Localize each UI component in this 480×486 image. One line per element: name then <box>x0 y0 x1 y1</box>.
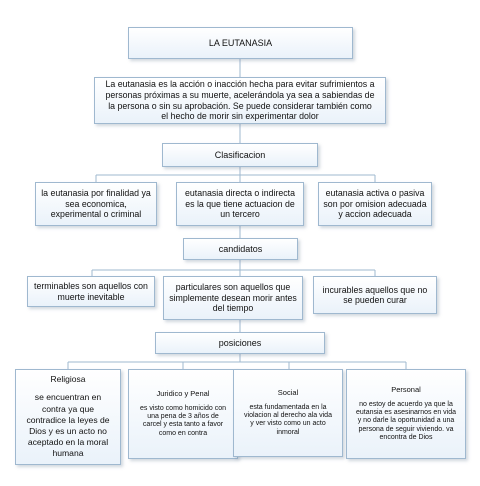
posicion-title: Religiosa <box>50 374 86 385</box>
posicion-body: es visto como homicido con una pena de 3 años de carcel y esta tanto a favor como en contra <box>140 404 226 437</box>
posicion-social <box>233 369 343 457</box>
candidatos-item-text: incurables aquellos que no se pueden curar <box>322 284 428 305</box>
candidatos-item-1 <box>27 276 155 307</box>
candidatos-header <box>183 238 298 260</box>
candidatos-item-text: particulares son aquellos que simplemente desean morir antes del tiempo <box>169 282 297 314</box>
posicion-personal <box>346 369 466 459</box>
posicion-juridico <box>128 369 238 459</box>
candidatos-label: candidatos <box>218 243 263 254</box>
clasificacion-item-1 <box>35 182 157 226</box>
posicion-religiosa <box>15 369 121 465</box>
clasificacion-item-3 <box>318 182 432 226</box>
clasificacion-item-text: la eutanasia por finalidad ya sea economica, experimental o criminal <box>41 188 151 220</box>
clasificacion-label: Clasificacion <box>214 149 266 160</box>
clasificacion-item-2 <box>176 182 304 226</box>
clasificacion-item-text: eutanasia directa o indirecta es la que tiene actuacion de un tercero <box>184 188 296 220</box>
candidatos-item-text: terminables son aquellos con muerte inevitable <box>34 281 148 302</box>
posicion-title: Juridico y Penal <box>156 389 210 399</box>
clasificacion-item-text: eutanasia activa o pasiva son por omision adecuada y accion adecuada <box>323 188 427 220</box>
title-box <box>128 27 353 59</box>
candidatos-item-2 <box>163 276 303 320</box>
posicion-body: esta fundamentada en la violacion al derecho ala vida y ver visto como un acto inmoral <box>244 403 332 436</box>
posicion-title: Social <box>277 388 299 398</box>
posicion-body: no estoy de acuerdo ya que la eutansia es asesinarnos en vida y no darle la oportunidad a una persona de seguir viviendo. va encontra de Dios <box>355 400 456 441</box>
posicion-title: Personal <box>391 384 421 394</box>
definition-text: La eutanasia es la acción o inacción hecha para evitar sufrimientos a personas próximas a su muerte, acelerándola ya sea a sabiendas de la persona o sin su aprobación. Se puede considerar también como el hecho de morir sin experimentar dolor <box>105 79 375 122</box>
definition-box <box>94 77 386 124</box>
posiciones-label: posiciones <box>218 337 262 348</box>
clasificacion-header <box>162 143 318 167</box>
posiciones-header <box>155 332 325 354</box>
candidatos-item-3 <box>313 276 437 314</box>
page-title: LA EUTANASIA <box>208 37 273 48</box>
posicion-body: se encuentran en contra ya que contradice la leyes de Dios y es un acto no aceptado en la moral humana <box>26 392 110 459</box>
